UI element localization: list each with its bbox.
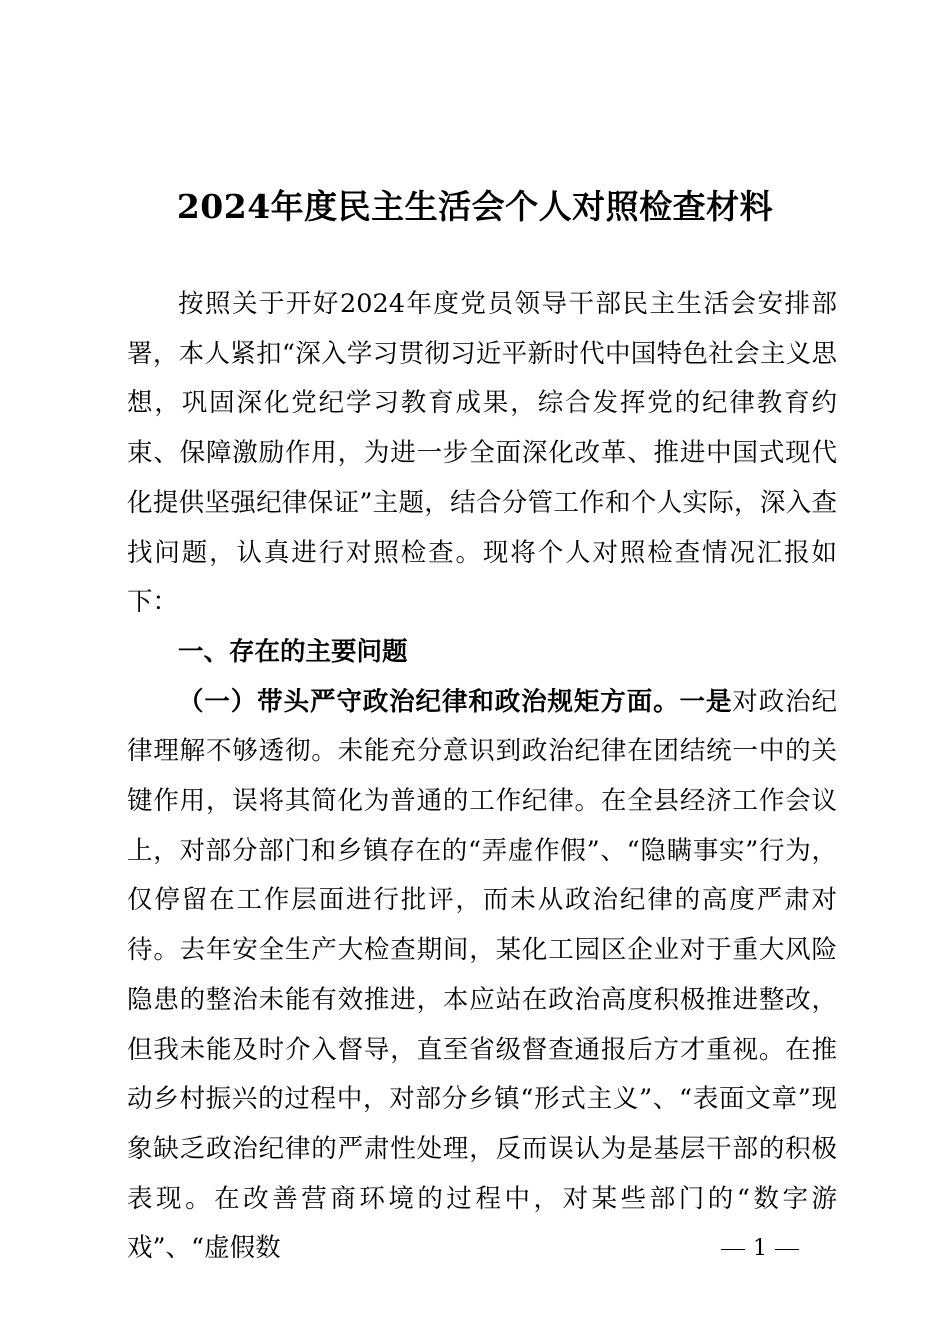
dash-left: [721, 1249, 745, 1250]
subsection-paragraph: [127, 678, 837, 1274]
intro-paragraph: 按照关于开好2024年度党员领导干部民主生活会安排部署，本人紧扣“深入学习贯彻习近平新时代中国特色社会主义思想，巩固深化党纪学习教育成果，综合发挥党的纪律教育约束、保障激励作用，为进一步全面深化改革、推进中国式现代化提供坚强纪律保证”主题，结合分管工作和个人实际，深入查找问题，认真进行对照检查。现将个人对照检查情况汇报如下：: [127, 289, 837, 618]
subsection-text: 对政治纪律理解不够透彻。未能充分意识到政治纪律在团结统一中的关键作用，误将其简化为普通的工作纪律。在全县经济工作会议上，对部分部门和乡镇存在的“弄虚作假”、“隐瞒事实”行为，仅停留在工作层面进行批评，而未从政治纪律的高度严肃对待。去年安全生产大检查期间，某化工园区企业对于重大风险隐患的整治未能有效推进，本应站在政治高度积极推进整改，但我未能及时介入督导，直至省级督查通报后方才重视。在推动乡村振兴的过程中，对部分乡镇“形式主义”、“表面文章”现象缺乏政治纪律的严肃性处理，反而误认为是基层干部的积极表现。在改善营商环境的过程中，对某些部门的“数字游戏”、“虚假数: [127, 686, 837, 1264]
point-lead: 一是: [679, 686, 733, 717]
document-body: [127, 280, 837, 1274]
page-number: [0, 1234, 950, 1264]
section-heading: 一、存在的主要问题: [178, 636, 408, 667]
document-title: 2024年度民主生活会个人对照检查材料: [176, 187, 774, 226]
page-number-value: 1: [753, 1236, 767, 1261]
subsection-heading: （一）带头严守政治纪律和政治规矩方面。: [178, 686, 680, 717]
dash-right: [775, 1249, 799, 1250]
